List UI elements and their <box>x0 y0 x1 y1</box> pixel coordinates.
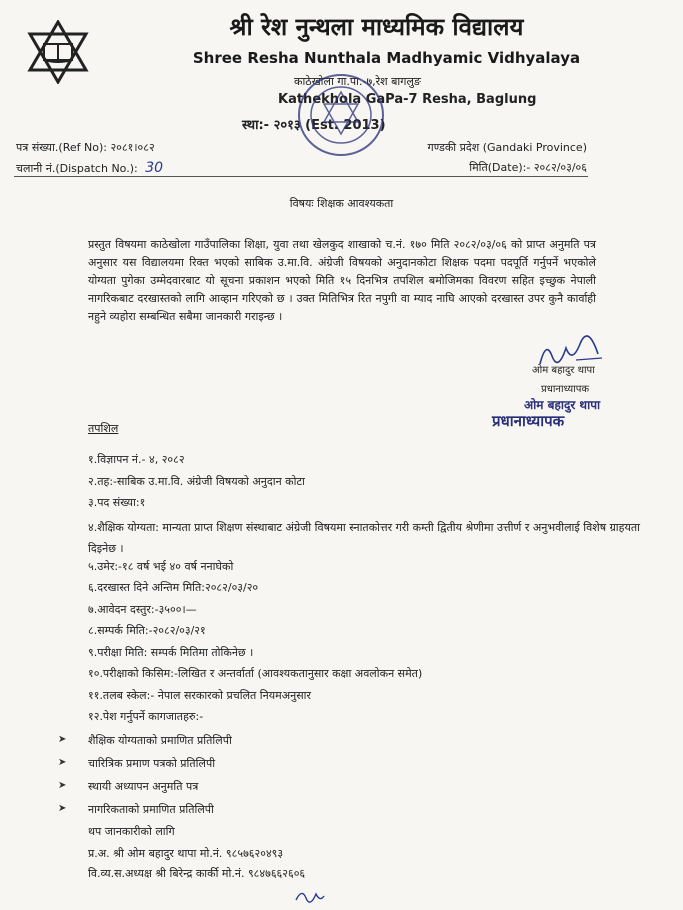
stamp-name: ओम बहादुर थापा <box>524 398 601 412</box>
list-item: ५.उमेर:-१८ वर्ष भई ४० वर्ष ननाघेको <box>88 559 234 573</box>
school-name-en: Shree Resha Nunthala Madhyamic Vidhyalaya <box>192 49 581 67</box>
list-item: २.तह:-साबिक उ.मा.वि. अंग्रेजी विषयको अनुदान कोटा <box>88 474 305 488</box>
date-value: २०८२/०३/०६ <box>533 161 587 174</box>
address-np: काठेखोला गा.पा.-७,रेश बागलुङ <box>294 75 421 88</box>
list-item: १२.पेश गर्नुपर्ने कागजातहरु:- <box>88 710 204 723</box>
letter-date <box>469 160 587 175</box>
school-name-np: श्री रेश नुन्थला माध्यमिक विद्यालय <box>229 13 524 41</box>
contact-line: प्र.अ. श्री ओम बहादुर थापा मो.नं. ९८५७६२०४९३ <box>88 847 284 860</box>
reference-number <box>16 140 155 155</box>
address-en: Kathekhola GaPa-7 Resha, Baglung <box>278 92 537 107</box>
dispatch-number <box>16 160 163 176</box>
established-year: स्था:- २०१३ (Est. 2013) <box>242 118 386 133</box>
list-item: ६.दरखास्त दिने अन्तिम मिति:२०८२/०३/२० <box>88 581 259 594</box>
initials-signature-icon <box>294 886 326 906</box>
list-item: ३.पद संख्या:१ <box>88 496 146 509</box>
list-item: १०.परीक्षाको किसिम:-लिखित र अन्तर्वार्ता (आवश्यकतानुसार कक्षा अवलोकन समेत) <box>88 667 423 680</box>
header-divider <box>14 176 588 177</box>
arrow-bullet-icon: ➤ <box>58 780 67 791</box>
arrow-bullet-icon: ➤ <box>58 757 67 768</box>
document-item: शैक्षिक योग्यताको प्रमाणित प्रतिलिपी <box>88 734 232 747</box>
list-item: ११.तलब स्केल:- नेपाल सरकारको प्रचलित नियमअनुसार <box>88 688 312 702</box>
document-item: नागरिकताको प्रमाणित प्रतिलिपी <box>88 803 214 816</box>
details-list <box>88 452 648 731</box>
details-heading: तपशिल <box>88 422 119 435</box>
headteacher-title: प्रधानाध्यापक <box>541 384 590 395</box>
school-round-stamp-icon <box>296 72 386 158</box>
notice-body: प्रस्तुत विषयमा काठेखोला गाउँपालिका शिक्षा, युवा तथा खेलकुद शाखाको च.नं. १७० मिति २०८२/०३/०६ को प्राप्त अनुमति पत्र अनुसार यस विद्यालयमा रिक्त भएको साबिक उ.मा.वि. अंग्रेजी विषयको अनुदानकोटा शिक्षक पदमा पदपूर्ति गर्नुपर्ने भएकोले योग्यता पुगेका उम्मेदवारबाट यो सूचना प्रकाशन भएको मिति १५ दिनभित्र तपशिल बमोजिमका विवरण सहित इच्छुक नेपाली नागरिकबाट दरखास्तको लागि आव्हान गरिएको छ । उक्त मितिभित्र रित नपुगी वा म्याद नाघि आएको दरखास्त उपर कुनै कार्वाही नहुने व्यहोरा सम्बन्धित सबैमा जानकारी गराइन्छ । <box>88 238 596 323</box>
list-item: ९.परीक्षा मिति: सम्पर्क मितिमा तोकिनेछ । <box>88 645 254 659</box>
contact-heading: थप जानकारीको लागि <box>88 825 175 838</box>
headteacher-name: ओम बहादुर थापा <box>532 365 595 376</box>
document-item: चारित्रिक प्रमाण पत्रको प्रतिलिपी <box>88 757 216 770</box>
arrow-bullet-icon: ➤ <box>58 803 67 814</box>
document-item: स्थायी अध्यापन अनुमति पत्र <box>88 780 199 793</box>
ref-value: २०८१।०८२ <box>110 141 155 154</box>
ref-label: पत्र संख्या.(Ref No): <box>16 141 107 154</box>
date-label: मिति(Date):- <box>469 161 531 174</box>
stamp-title: प्रधानाध्यापक <box>492 412 565 430</box>
list-item: ८.सम्पर्क मिति:-२०८२/०३/२१ <box>88 624 206 637</box>
list-item: १.विज्ञापन नं.- ४, २०८२ <box>88 453 185 466</box>
arrow-bullet-icon: ➤ <box>58 734 67 745</box>
province: गण्डकी प्रदेश (Gandaki Province) <box>427 141 587 154</box>
contact-line: वि.व्य.स.अध्यक्ष श्री बिरेन्द्र कार्की मो.नं. ९८४७६६२६०६ <box>88 867 306 880</box>
list-item: ७.आवेदन दस्तुर:-३५००।— <box>88 602 197 616</box>
dispatch-value: 30 <box>145 160 164 176</box>
subject-line: विषयः शिक्षक आवश्यकता <box>289 197 394 210</box>
list-item: ४.शैक्षिक योग्यता: मान्यता प्राप्त शिक्षण संस्थाबाट अंग्रेजी विषयमा स्नातकोत्तर गरी कम्ती द्वितीय श्रेणीमा उत्तीर्ण र अनुभवीलाई विशेष ग्राहयता दिइनेछ । <box>88 520 640 555</box>
dispatch-label: चलानी नं.(Dispatch No.): <box>16 162 138 175</box>
